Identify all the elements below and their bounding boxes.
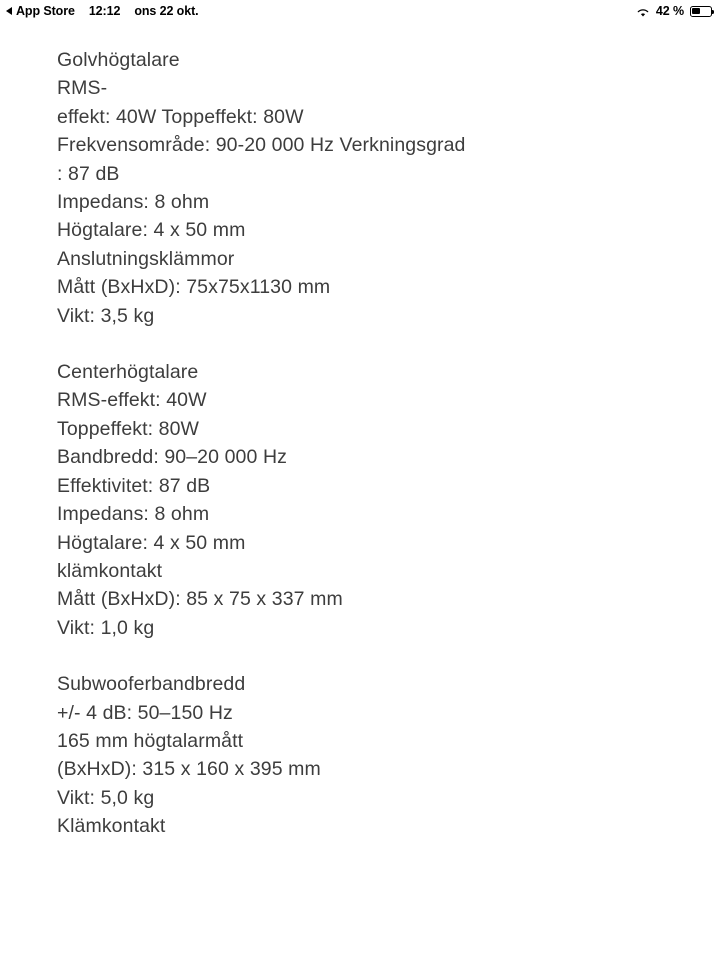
status-bar [0,0,720,22]
spec-line: RMS- [57,77,108,100]
spec-line: Centerhögtalare [57,361,199,384]
spec-block-floorstanding-speaker [57,46,680,330]
back-triangle-icon[interactable] [6,7,12,15]
battery-fill [692,8,700,14]
battery-percent-label: 42 % [655,4,684,18]
back-app-label[interactable]: App Store [16,4,75,18]
document-body [0,22,720,841]
battery-icon [690,6,712,17]
spec-line: Vikt: 3,5 kg [57,304,155,327]
wifi-icon [636,7,650,18]
spec-line: Frekvensområde: 90-20 000 Hz Verkningsgrad [57,134,466,157]
spec-line: Vikt: 5,0 kg [57,786,155,809]
spec-line: +/- 4 dB: 50–150 Hz [57,701,233,724]
spec-line: 165 mm högtalarmått [57,729,244,752]
spec-line: Toppeffekt: 80W [57,417,200,440]
status-date: ons 22 okt. [134,4,199,18]
spec-line: Subwooferbandbredd [57,673,246,696]
status-time: 12:12 [88,4,121,18]
spec-line: Klämkontakt [57,815,166,838]
spec-line: Effektivitet: 87 dB [57,474,211,497]
spec-line: Högtalare: 4 x 50 mm [57,531,246,554]
spec-line: klämkontakt [57,559,163,582]
spec-line: Mått (BxHxD): 85 x 75 x 337 mm [57,588,343,611]
spec-line: Mått (BxHxD): 75x75x1130 mm [57,276,331,299]
spec-line: : 87 dB [57,162,120,185]
status-bar-left [6,4,199,18]
spec-line: (BxHxD): 315 x 160 x 395 mm [57,758,321,781]
spec-line: Impedans: 8 ohm [57,503,210,526]
status-bar-right [636,4,712,18]
spec-line: Vikt: 1,0 kg [57,616,155,639]
spec-line: Högtalare: 4 x 50 mm [57,219,246,242]
spec-block-subwoofer [57,670,680,840]
spec-line: effekt: 40W Toppeffekt: 80W [57,105,304,128]
spec-block-center-speaker [57,358,680,642]
spec-line: RMS-effekt: 40W [57,389,207,412]
spec-line: Bandbredd: 90–20 000 Hz [57,446,287,469]
spec-line: Anslutningsklämmor [57,247,235,270]
spec-line: Golvhögtalare [57,49,180,71]
spec-line: Impedans: 8 ohm [57,191,210,214]
